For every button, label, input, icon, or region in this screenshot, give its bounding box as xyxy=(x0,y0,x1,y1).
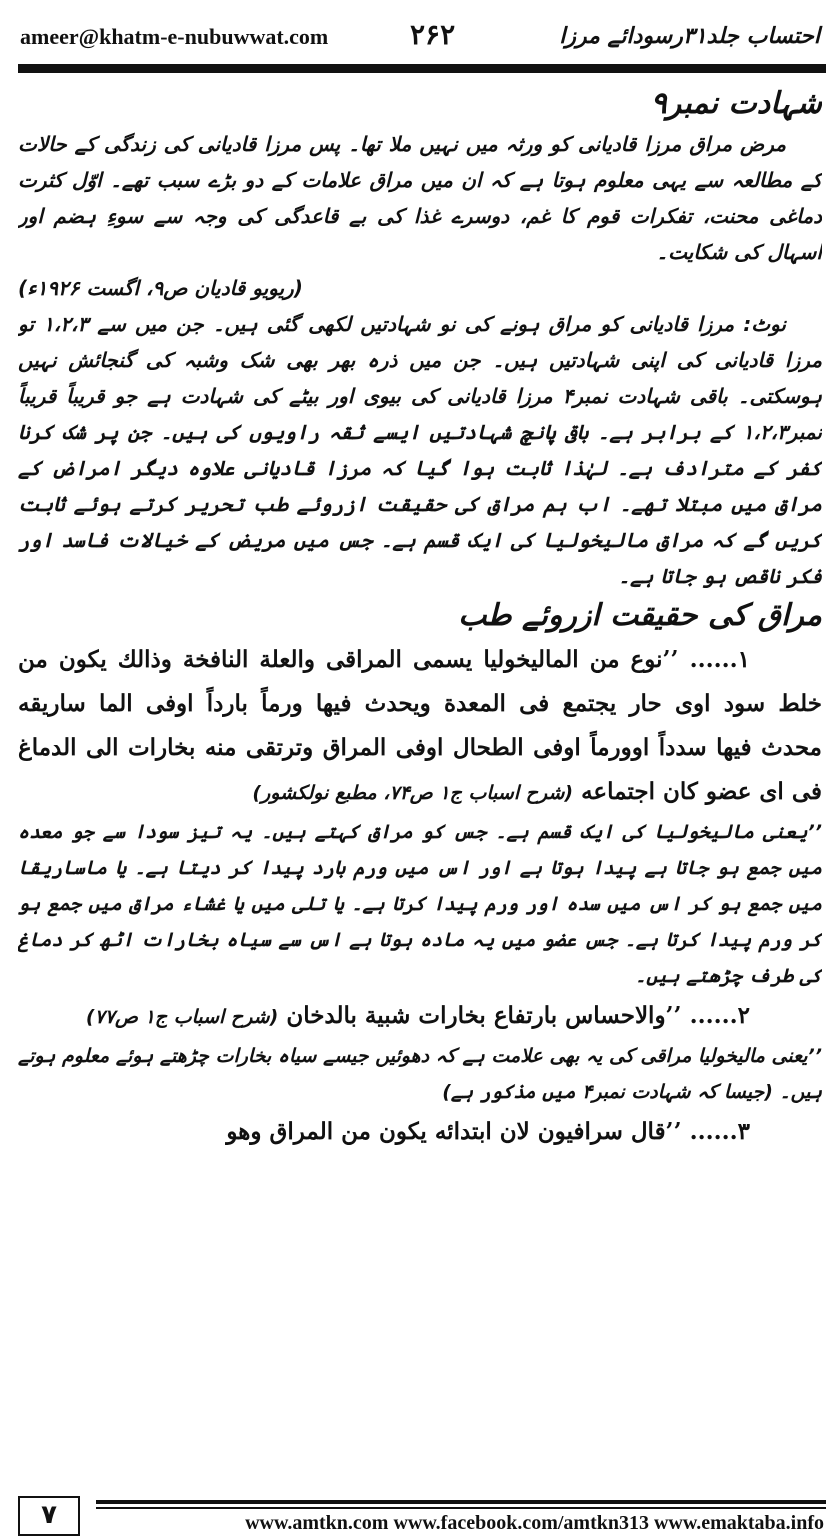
footer-rule xyxy=(96,1500,826,1504)
quote-1-number: ۱...... xyxy=(689,646,750,673)
heading-medical-reality: مراق کی حقیقت ازروئے طب xyxy=(458,598,822,633)
heading-testimony-9: شہادت نمبر۹ xyxy=(650,86,822,121)
paragraph-testimony-9 xyxy=(18,126,822,306)
quote-1-translation: ’’یعنی مالیخولیا کی ایک قسم ہے۔ جس کو مراق کہتے ہیں۔ یہ تیز سودا سے جو معدہ میں جمع ہو جاتا ہے پیدا ہوتا ہے اور اس میں ورم بارد پیدا کر دیتا ہے۔ یا ماساریقا میں جمع ہو کر اس میں سدہ اور ورم پیدا کرتا ہے۔ یا تلی میں یا غشاء مراق میں جمع ہو کر ورم پیدا کرتا ہے۔ جس عضو میں یہ مادہ ہوتا ہے اس سے سیاہ بخارات اٹھ کر دماغ کی طرف چڑھتے ہیں۔ xyxy=(18,821,822,987)
reference-review-qadian: (ریویو قادیان ص۹، اگست ۱۹۲۶ء) xyxy=(18,276,303,300)
footer-rule-thin xyxy=(96,1507,826,1509)
header-email[interactable]: ameer@khatm-e-nubuwwat.com xyxy=(20,24,329,49)
quote-2-arabic: ’’والاحساس بارتفاع بخارات شبیة بالدخان xyxy=(286,1002,682,1029)
quote-2-reference: (شرح اسباب ج۱ ص۷۷) xyxy=(85,1006,279,1028)
page-number: ۲۶۲ xyxy=(410,18,456,51)
quote-2-translation: ’’یعنی مالیخولیا مراقی کی یہ بھی علامت ہے کہ دھوئیں جیسے سیاہ بخارات چڑھتے ہوئے معلوم ہوتے ہیں۔ (جیسا کہ شہادت نمبر۴ میں مذکور ہے) xyxy=(18,1045,822,1103)
quote-1-arabic: ’’نوع من المالیخولیا یسمی المراقی والعلة النافخة وذالك یكون من خلط سود اوی حار یجتمع فی المعدة ویحدث فیها ورماً بارداً اوفی الما ساریقه محدث فیها سدداً اوورماً اوفی الطحال اوفی المراق وترتقی منه بخارات الی الدماغ فی ای عضو كان اجتماعه xyxy=(18,646,822,805)
quote-2 xyxy=(18,994,822,1038)
page-header xyxy=(14,18,826,58)
quote-1 xyxy=(18,638,822,814)
book-title: احتساب جلد۳۱رسودائے مرزا xyxy=(559,24,820,49)
page-body xyxy=(18,82,822,1482)
quote-1-reference: (شرح اسباب ج۱ ص۷۴، مطبع نولکشور) xyxy=(252,782,574,804)
footer-links[interactable]: www.amtkn.com www.facebook.com/amtkn313 www.emaktaba.info xyxy=(245,1512,824,1534)
quote-2-number: ۲...... xyxy=(689,1002,750,1029)
quote-3-number: ۳...... xyxy=(689,1118,750,1145)
quote-3-arabic: ’’قال سرافیون لان ابتدائه یكون من المراق وهو xyxy=(226,1118,682,1145)
footer-page-box: ۷ xyxy=(18,1496,80,1536)
quote-3 xyxy=(18,1110,822,1154)
paragraph-text: مرض مراق مرزا قادیانی کو ورثہ میں نہیں ملا تھا۔ پس مرزا قادیانی کی زندگی کے حالات کے مطالعہ سے یہی معلوم ہوتا ہے کہ ان میں مراق علامات کے دو بڑے سبب تھے۔ اوّل کثرت دماغی محنت، تفکرات قوم کا غم، دوسرے غذا کی بے قاعدگی کی وجہ سے سوءِ ہضم اور اسہال کی شکایت۔ xyxy=(18,132,822,264)
header-rule xyxy=(18,64,826,73)
paragraph-note: نوٹ: مرزا قادیانی کو مراق ہونے کی نو شہادتیں لکھی گئی ہیں۔ جن میں سے ۱،۲،۳ تو مرزا قادیانی کی اپنی شہادتیں ہیں۔ جن میں ذرہ بھر بھی شک وشبہ کی گنجائش نہیں ہوسکتی۔ باقی شہادت نمبر۴ مرزا قادیانی کی بیوی اور بیٹے کی شہادت ہے جو قریباً قریباً نمبر۱،۲،۳ کے برابر ہے۔ باقی پانچ شہادتیں ایسے ثقہ راویوں کی ہیں۔ جن پر شک کرنا کفر کے مترادف ہے۔ لہٰذا ثابت ہوا گیا کہ مرزا قادیانی علاوہ دیگر امراض کے مراق میں مبتلا تھے۔ اب ہم مراق کی حقیقت ازروئے طب تحریر کرتے ہوئے ثابت کریں گے کہ مراق مالیخولیا کی ایک قسم ہے۔ جس میں مریض کے خیالات فاسد اور فکر ناقص ہو جاتا ہے۔ xyxy=(18,312,822,588)
